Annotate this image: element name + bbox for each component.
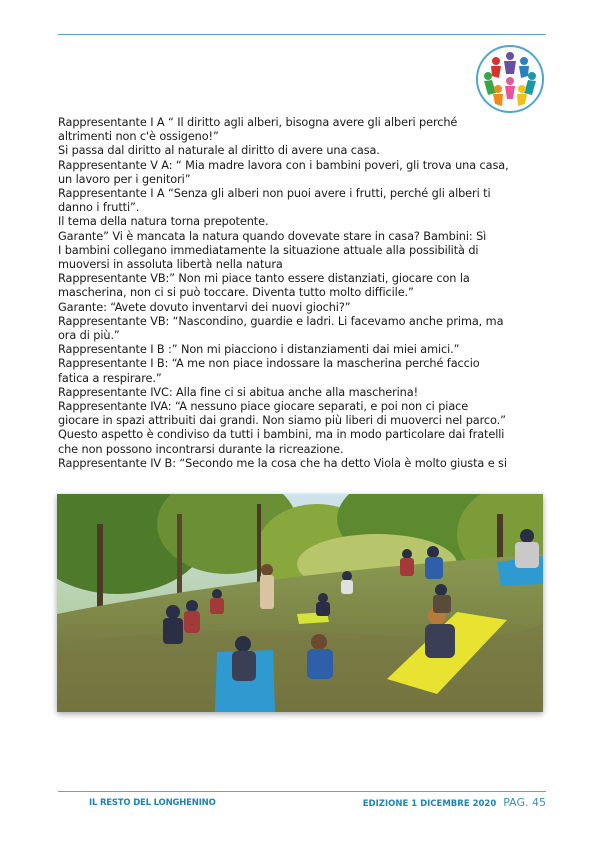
text-line: danno i frutti”. — [58, 201, 140, 215]
footer-edition: EDIZIONE 1 DICEMBRE 2020 — [362, 799, 497, 809]
text-line: Rappresentante IV B: “Secondo me la cosa che ha detto Viola è molto giusta e si — [58, 456, 507, 470]
text-line: altrimenti non c'è ossigeno!” — [58, 130, 219, 144]
text-line: muoversi in assoluta libertà nella natura — [58, 258, 283, 272]
text-line: Rappresentante IVC: Alla fine ci si abitua anche alla mascherina! — [58, 385, 418, 399]
text-line: Si passa dal diritto al naturale al diritto di avere una casa. — [58, 144, 380, 158]
text-line: Rappresentante IVA: “A nessuno piace giocare separati, e poi non ci piace — [58, 400, 469, 414]
top-divider — [58, 34, 546, 35]
text-line: Rappresentante V A: “ Mia madre lavora con i bambini poveri, gli trova una casa, — [58, 158, 509, 172]
text-line: Rappresentante I B: “A me non piace indossare la mascherina perché faccio — [58, 357, 480, 371]
text-line: un lavoro per i genitori” — [58, 172, 191, 186]
text-line: Rappresentante I B :” Non mi piacciono i distanziamenti dai miei amici.” — [58, 343, 460, 357]
text-line: Rappresentante VB:” Non mi piace tanto essere distanziati, giocare con la — [58, 272, 470, 286]
park-circle-photo — [57, 494, 543, 712]
text-line: Garante: “Avete dovuto inventarvi dei nuovi giochi?” — [58, 300, 351, 314]
children-circle-logo — [474, 43, 546, 115]
interview-transcript — [58, 116, 544, 471]
text-line: ora di più.” — [58, 329, 120, 343]
bottom-divider — [58, 791, 546, 792]
page-number: PAG. 45 — [503, 796, 546, 809]
text-line: Garante” Vi è mancata la natura quando dovevate stare in casa? Bambini: Sì — [58, 229, 487, 243]
text-line: giocare in spazi attribuiti dai grandi. Non siamo più liberi di muoverci nel parco.” — [58, 414, 506, 428]
text-line: Rappresentante VB: “Nascondino, guardie e ladri. Li facevamo anche prima, ma — [58, 314, 504, 328]
text-line: Il tema della natura torna prepotente. — [58, 215, 269, 229]
text-line: I bambini collegano immediatamente la situazione attuale alla possibilità di — [58, 243, 479, 257]
text-line: che non possono incontrarsi durante la ricreazione. — [58, 442, 344, 456]
text-line: Questo aspetto è condiviso da tutti i bambini, ma in modo particolare dai fratelli — [58, 428, 505, 442]
text-line: Rappresentante I A “Senza gli alberi non puoi avere i frutti, perché gli alberi ti — [58, 187, 491, 201]
text-line: Rappresentante I A “ Il diritto agli alberi, bisogna avere gli alberi perché — [58, 116, 458, 129]
footer-publication-name: IL RESTO DEL LONGHENINO — [89, 798, 216, 808]
text-line: fatica a respirare.” — [58, 371, 162, 385]
footer-edition-info — [363, 796, 546, 809]
text-line: mascherina, non ci si può toccare. Diventa tutto molto difficile.” — [58, 286, 414, 300]
